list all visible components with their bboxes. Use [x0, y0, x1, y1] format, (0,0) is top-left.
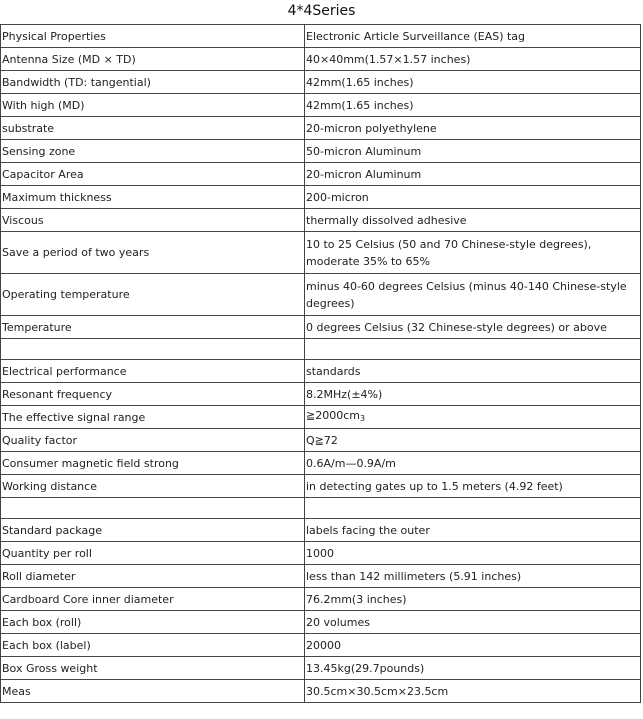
row-value: 20000 [305, 634, 641, 657]
row-label: Roll diameter [1, 565, 305, 588]
table-row [1, 657, 641, 680]
table-row [1, 452, 641, 475]
row-label: With high (MD) [1, 94, 305, 117]
row-value: 200-micron [305, 186, 641, 209]
table-row [1, 360, 641, 383]
table-row [1, 680, 641, 703]
table-row [1, 163, 641, 186]
table-row [1, 274, 641, 316]
row-value: thermally dissolved adhesive [305, 209, 641, 232]
table-row [1, 383, 641, 406]
row-label: Sensing zone [1, 140, 305, 163]
row-label [1, 498, 305, 519]
row-value [305, 339, 641, 360]
row-label: Meas [1, 680, 305, 703]
row-value: 30.5cm×30.5cm×23.5cm [305, 680, 641, 703]
row-value-superscript: 3 [359, 414, 366, 423]
row-value: labels facing the outer [305, 519, 641, 542]
table-row [1, 117, 641, 140]
row-value: 20-micron Aluminum [305, 163, 641, 186]
spec-table [0, 24, 641, 703]
table-row [1, 48, 641, 71]
table-row [1, 316, 641, 339]
row-value: 10 to 25 Celsius (50 and 70 Chinese-style degrees), moderate 35% to 65% [305, 232, 641, 274]
row-label: Maximum thickness [1, 186, 305, 209]
row-value: 1000 [305, 542, 641, 565]
page-title: 4*4Series [287, 3, 356, 19]
row-value: 42mm(1.65 inches) [305, 71, 641, 94]
row-value: less than 142 millimeters (5.91 inches) [305, 565, 641, 588]
row-label: Operating temperature [1, 274, 305, 316]
row-value: 0 degrees Celsius (32 Chinese-style degrees) or above [305, 316, 641, 339]
row-value: standards [305, 360, 641, 383]
row-label: Box Gross weight [1, 657, 305, 680]
row-label: Each box (label) [1, 634, 305, 657]
table-row [1, 94, 641, 117]
row-label: Physical Properties [1, 25, 305, 48]
table-row [1, 140, 641, 163]
row-label: Working distance [1, 475, 305, 498]
row-value: 13.45kg(29.7pounds) [305, 657, 641, 680]
table-row [1, 339, 641, 360]
row-value [305, 406, 641, 429]
row-value: 40×40mm(1.57×1.57 inches) [305, 48, 641, 71]
table-row [1, 71, 641, 94]
row-label [1, 339, 305, 360]
row-label: Bandwidth (TD: tangential) [1, 71, 305, 94]
row-label: Consumer magnetic field strong [1, 452, 305, 475]
row-value [305, 498, 641, 519]
table-row [1, 588, 641, 611]
table-row [1, 498, 641, 519]
row-label: Electrical performance [1, 360, 305, 383]
table-row [1, 209, 641, 232]
row-value: 20 volumes [305, 611, 641, 634]
table-row [1, 542, 641, 565]
row-value: Q≧72 [305, 429, 641, 452]
row-label: substrate [1, 117, 305, 140]
row-label: Standard package [1, 519, 305, 542]
row-label: Cardboard Core inner diameter [1, 588, 305, 611]
row-label: Quality factor [1, 429, 305, 452]
table-row [1, 186, 641, 209]
table-row [1, 232, 641, 274]
table-row [1, 25, 641, 48]
row-label: Antenna Size (MD × TD) [1, 48, 305, 71]
row-value: 8.2MHz(±4%) [305, 383, 641, 406]
row-value: in detecting gates up to 1.5 meters (4.92 feet) [305, 475, 641, 498]
row-value: 42mm(1.65 inches) [305, 94, 641, 117]
row-value: minus 40-60 degrees Celsius (minus 40-140 Chinese-style degrees) [305, 274, 641, 316]
row-label: The effective signal range [1, 406, 305, 429]
row-label: Each box (roll) [1, 611, 305, 634]
table-row [1, 429, 641, 452]
row-value: 76.2mm(3 inches) [305, 588, 641, 611]
row-label: Capacitor Area [1, 163, 305, 186]
row-label: Save a period of two years [1, 232, 305, 274]
row-label: Temperature [1, 316, 305, 339]
table-row [1, 611, 641, 634]
table-row [1, 634, 641, 657]
row-value: 0.6A/m—0.9A/m [305, 452, 641, 475]
row-label: Viscous [1, 209, 305, 232]
row-label: Resonant frequency [1, 383, 305, 406]
row-value-text: ≧2000cm [306, 409, 360, 422]
row-label: Quantity per roll [1, 542, 305, 565]
table-row [1, 519, 641, 542]
row-value: Electronic Article Surveillance (EAS) tag [305, 25, 641, 48]
row-value: 50-micron Aluminum [305, 140, 641, 163]
table-row [1, 565, 641, 588]
table-row [1, 475, 641, 498]
row-value: 20-micron polyethylene [305, 117, 641, 140]
table-row [1, 406, 641, 429]
